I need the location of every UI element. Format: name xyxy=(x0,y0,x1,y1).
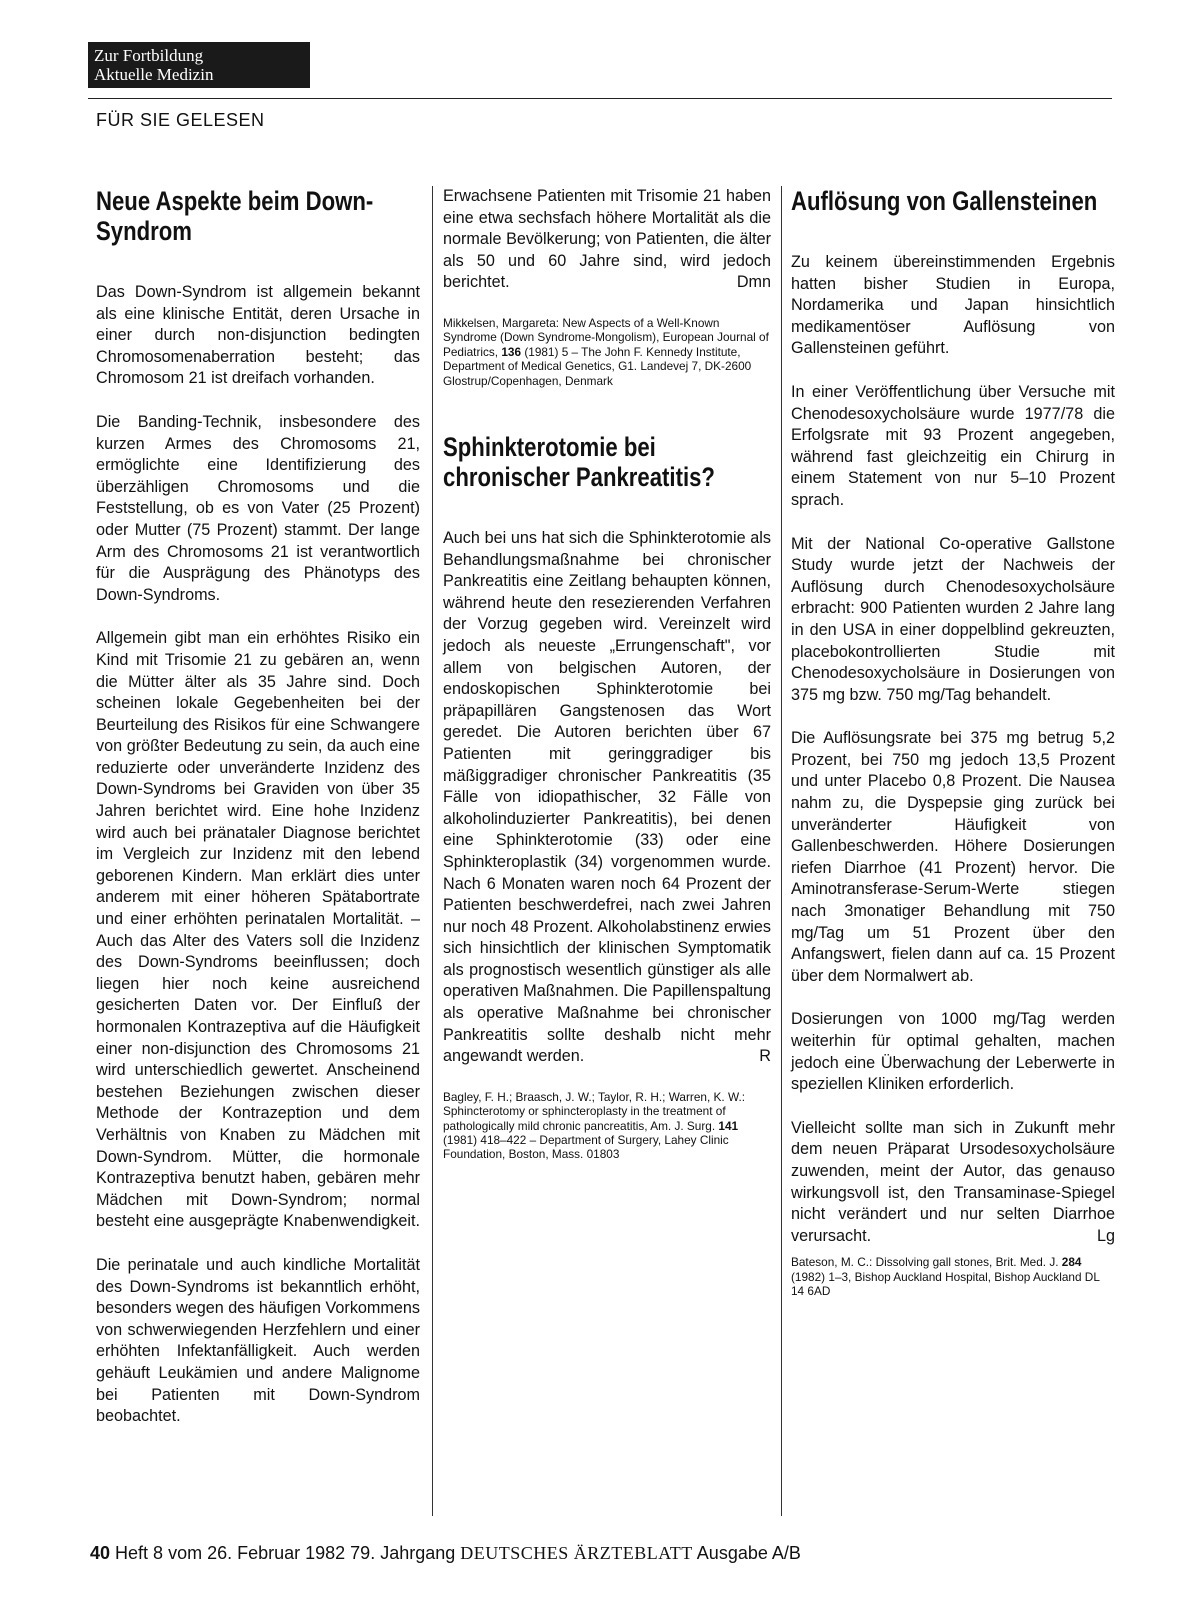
reference xyxy=(443,1090,771,1162)
article-title-down-syndrom: Neue Aspekte beim Down-Syndrom xyxy=(96,186,374,246)
author-signature: Dmn xyxy=(736,273,771,292)
paragraph: Allgemein gibt man ein erhöhtes Risiko ein Kind mit Trisomie 21 zu gebären an, wenn die Mütter älter als 35 Jahre sind. Doch scheinen lokale Gegebenheiten bei der Beurteilung des Risikos für eine Schwangere von größter Bedeutung zu sein, da auch eine reduzierte oder unveränderte Inzidenz des Down-Syndroms bei Graviden von über 35 Jahren berichtet wird. Eine hohe Inzidenz wird auch bei pränataler Diagnose berichtet im Vergleich zur Inzidenz mit den lebend geborenen Kindern. Man erklärt dies unter anderem mit einer höheren Spätabortrate und einer erhöhten perinatalen Mortalität. – Auch das Alter des Vaters soll die Inzidenz des Down-Syndroms beeinflussen; doch liegen hier noch keine ausreichend gesicherten Daten vor. Der Einfluß der hormonalen Kontrazeptiva auf die Häufigkeit einer non-disjunction des Chromosoms 21 wird unterschiedlich gewertet. Anscheinend bestehen Beziehungen zwischen dieser Methode der Kontrazeption und dem Verhältnis von Knaben zu Mädchen mit Down-Syndrom. Mütter, die hormonale Kontrazeptiva benutzt haben, gebären mehr Mädchen mit Down-Syndrom; normal besteht eine ausgeprägte Knabenwendigkeit. xyxy=(96,629,420,1231)
article-title-sphinkterotomie: Sphinkterotomie bei chronischer Pankreatitis? xyxy=(443,432,715,492)
author-signature: Lg xyxy=(1096,1226,1115,1245)
author-signature: R xyxy=(759,1047,771,1066)
reference-text: (1981) 5 – The John F. Kennedy Institute, Department of Medical Genetics, G1. Landevej 7, DK-2600 Glostrup/Copenhagen, Denmark xyxy=(443,344,752,388)
paragraph xyxy=(443,528,771,1068)
paragraph: Dosierungen von 1000 mg/Tag werden weiterhin für optimal gehalten, machen jedoch eine Überwachung der Leberwerte in speziellen Kliniken erforderlich. xyxy=(791,1010,1115,1094)
journal-name: DEUTSCHES ÄRZTEBLATT xyxy=(460,1543,693,1563)
edition-info: Ausgabe A/B xyxy=(696,1543,801,1563)
reference-volume: 136 xyxy=(501,344,522,359)
article-title-gallensteine: Auflösung von Gallensteinen xyxy=(791,186,1098,216)
reference xyxy=(443,316,771,388)
section-label-line1: Zur Fortbildung xyxy=(94,46,204,65)
reference-text: Bagley, F. H.; Braasch, J. W.; Taylor, R. H.; Warren, K. W.: Sphincterotomy or sphincteroplasty in the treatment of pathologically mild chronic pancreatitis, Am. J. Surg. xyxy=(443,1089,745,1133)
paragraph: Mit der National Co-operative Gallstone Study wurde jetzt der Nachweis der Auflösung durch Chenodesoxycholsäure erbracht: 900 Patienten wurden 2 Jahre lang in den USA in einer doppelblind gekreuzten, placebokontrollierten Studie mit Chenodesoxycholsäure in Dosierungen von 375 mg bzw. 750 mg/Tag behandelt. xyxy=(791,534,1115,704)
column-2 xyxy=(443,186,771,1206)
paragraph: Die Banding-Technik, insbesondere des kurzen Armes des Chromosoms 21, ermöglichte eine Identifizierung des überzähligen Chromosoms und die Feststellung, ob es von Vater (25 Prozent) oder Mutter (75 Prozent) stammt. Der lange Arm des Chromosoms 21 ist verantwortlich für die Ausprägung des Phänotyps des Down-Syndroms. xyxy=(96,412,420,604)
rubric-label: FÜR SIE GELESEN xyxy=(96,110,265,130)
issue-info: Heft 8 vom 26. Februar 1982 79. Jahrgang xyxy=(115,1543,456,1563)
paragraph: Das Down-Syndrom ist allgemein bekannt als eine klinische Entität, deren Ursache in einer durch non-disjunction bedingten Chromosomenaberration besteht; das Chromosom 21 ist dreifach vorhanden. xyxy=(96,283,420,388)
reference-text: (1981) 418–422 – Department of Surgery, Lahey Clinic Foundation, Boston, Mass. 01803 xyxy=(443,1133,729,1162)
paragraph: Die perinatale und auch kindliche Mortalität des Down-Syndroms ist bekanntlich erhöht, besonders wegen des häufigen Vorkommens von schwerwiegenden Herzfehlern und einer erhöhten Infektanfälligkeit. Auch werden gehäuft Leukämien und andere Malignome bei Patienten mit Down-Syndrom beobachtet. xyxy=(96,1255,420,1426)
column-3 xyxy=(791,186,1115,1343)
page-footer xyxy=(90,1543,801,1564)
paragraph: In einer Veröffentlichung über Versuche mit Chenodesoxycholsäure wurde 1977/78 die Erfolgsrate mit 93 Prozent angegeben, während fast gleichzeitig ein Chirurg in einem Statement von nur 5–10 Prozent sprach. xyxy=(791,382,1115,509)
paragraph: Die Auflösungsrate bei 375 mg betrug 5,2 Prozent, bei 750 mg jedoch 13,5 Prozent und unter Placebo 0,8 Prozent. Die Nausea nahm zu, die Dyspepsie ging zurück bei unveränderter Häufigkeit von Gallenbeschwerden. Höhere Dosierungen riefen Diarrhoe (41 Prozent) hervor. Die Aminotransferase-Serum-Werte stiegen nach 3monatiger Behandlung mit 750 mg/Tag um 51 Prozent über den Anfangswert, fielen dann auf ca. 15 Prozent über dem Normalwert ab. xyxy=(791,729,1115,985)
reference xyxy=(791,1255,1115,1298)
paragraph: Zu keinem übereinstimmenden Ergebnis hatten bisher Studien in Europa, Nordamerika und Japan hinsichtlich medikamentöser Auflösung von Gallensteinen geführt. xyxy=(791,253,1115,358)
reference-text: Bateson, M. C.: Dissolving gall stones, Brit. Med. J. xyxy=(791,1255,1062,1270)
paragraph-text: Vielleicht sollte man sich in Zukunft mehr dem neuen Präparat Ursodesoxycholsäure zuwenden, meint der Autor, das genauso wirkungsvoll ist, den Transaminase-Spiegel nicht verändert und nur selten Diarrhoe verursacht. xyxy=(791,1118,1115,1245)
column-divider xyxy=(781,186,782,1516)
reference-text: (1982) 1–3, Bishop Auckland Hospital, Bishop Auckland DL 14 6AD xyxy=(791,1269,1100,1299)
paragraph-text: Erwachsene Patienten mit Trisomie 21 haben eine etwa sechsfach höhere Mortalität als die normale Bevölkerung; von Patienten, die älter als 50 und 60 Jahre sind, wird jedoch berichtet. xyxy=(443,187,771,292)
reference-volume: 284 xyxy=(1061,1255,1082,1270)
paragraph xyxy=(443,186,771,294)
paragraph xyxy=(791,1118,1115,1248)
page-number: 40 xyxy=(90,1543,111,1563)
section-label-box xyxy=(88,42,310,88)
reference-volume: 141 xyxy=(718,1118,739,1133)
header-rule xyxy=(88,98,1112,99)
column-1 xyxy=(96,186,420,1450)
column-divider xyxy=(432,186,433,1516)
reference-text: Mikkelsen, Margareta: New Aspects of a Well-Known Syndrome (Down Syndrome-Mongolism), European Journal of Pediatrics, xyxy=(443,315,769,359)
section-label-line2: Aktuelle Medizin xyxy=(94,65,214,84)
paragraph-text: Auch bei uns hat sich die Sphinkterotomie als Behandlungsmaßnahme bei chronischer Pankreatitis eine Zeitlang behaupten können, während heute den resezierenden Verfahren der Vorzug gegeben wird. Vereinzelt wird jedoch als neueste „Errungenschaft", vor allem von belgischen Autoren, der endoskopischen Sphinkterotomie bei präpapillären Gangstenosen das Wort geredet. Die Autoren berichten über 67 Patienten mit geringgradiger bis mäßiggradiger chronischer Pankreatitis (35 Fälle von idiopathischer, 32 Fälle von alkoholinduzierter Pankreatitis), bei denen eine Sphinkterotomie (33) oder eine Sphinkteroplastik (34) vorgenommen wurde. Nach 6 Monaten waren noch 64 Prozent der Patienten beschwerdefrei, nach zwei Jahren nur noch 48 Prozent. Alkoholabstinenz erwies sich hinsichtlich der klinischen Symptomatik als prognostisch wesentlich günstiger als alle operativen Maßnahmen. Die Papillenspaltung als operative Maßnahme bei chronischer Pankreatitis sollte deshalb nicht mehr angewandt werden. xyxy=(443,529,771,1066)
